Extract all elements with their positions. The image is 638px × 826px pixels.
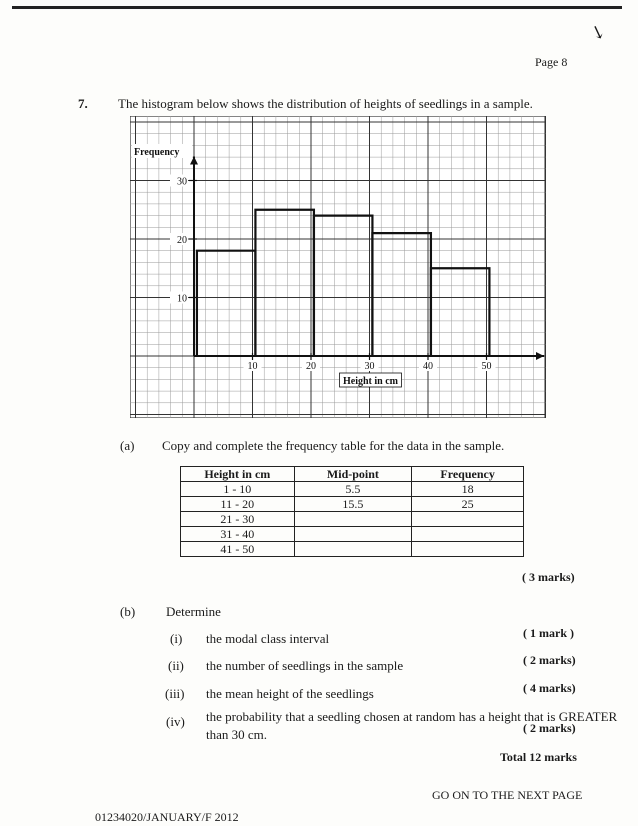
corner-mark: ↘	[587, 20, 609, 45]
cell-midpoint	[294, 512, 412, 527]
item-marks: ( 4 marks)	[523, 681, 576, 695]
cell-height: 31 - 40	[181, 527, 295, 542]
item-number: (iv)	[166, 714, 185, 729]
part-a-marks: ( 3 marks)	[522, 570, 575, 584]
y-tick-label: 20	[177, 235, 187, 246]
header-frequency: Frequency	[412, 467, 524, 482]
table-row	[181, 512, 524, 527]
y-tick-label: 10	[177, 293, 187, 305]
total-marks: Total 12 marks	[500, 750, 577, 764]
cell-frequency	[412, 527, 524, 542]
question-number: 7.	[78, 96, 88, 111]
cell-midpoint: 15.5	[294, 497, 412, 512]
cell-height: 11 - 20	[181, 497, 295, 512]
item-text-continued: than 30 cm.	[206, 727, 268, 742]
item-number: (i)	[170, 631, 183, 646]
cell-frequency	[412, 542, 524, 557]
cell-midpoint	[294, 527, 412, 542]
x-tick-label: 50	[481, 361, 492, 372]
cell-midpoint: 5.5	[294, 482, 412, 497]
table-row	[181, 527, 524, 542]
part-a-text: Copy and complete the frequency table for the data in the sample.	[162, 438, 505, 453]
part-b-label: (b)	[120, 604, 136, 619]
item-number: (iii)	[165, 686, 185, 701]
cell-height: 1 - 10	[181, 482, 295, 497]
item-marks: ( 1 mark )	[523, 626, 574, 640]
header-midpoint: Mid-point	[294, 467, 412, 482]
x-tick-label: 40	[423, 361, 433, 372]
top-rule	[12, 6, 622, 9]
table-row	[181, 497, 524, 512]
frequency-table	[180, 466, 524, 557]
item-text: the modal class interval	[206, 631, 330, 646]
item-text: the number of seedlings in the sample	[206, 658, 404, 673]
x-axis-title: Height in cm	[343, 376, 398, 387]
cell-frequency: 18	[412, 482, 524, 497]
item-number: (ii)	[168, 658, 184, 673]
histogram-chart	[130, 116, 546, 418]
item-marks: ( 2 marks)	[523, 721, 576, 735]
y-axis-title: Frequency	[134, 147, 180, 158]
x-tick-label: 10	[247, 361, 258, 372]
table-row	[181, 482, 524, 497]
item-marks: ( 2 marks)	[523, 653, 576, 667]
table-header-row	[181, 467, 524, 482]
question-stem: The histogram below shows the distribution of heights of seedlings in a sample.	[118, 96, 533, 111]
y-tick-label: 30	[177, 176, 187, 188]
cell-midpoint	[294, 542, 412, 557]
cell-height: 41 - 50	[181, 542, 295, 557]
item-text: the probability that a seedling chosen at random has a height that is GREATER	[206, 709, 618, 724]
page-number: Page 8	[535, 55, 568, 69]
item-text: the mean height of the seedlings	[206, 686, 374, 701]
footer-code: 01234020/JANUARY/F 2012	[95, 810, 239, 824]
part-b-intro: Determine	[166, 604, 221, 619]
x-tick-label: 20	[306, 361, 316, 372]
footer-next-page: GO ON TO THE NEXT PAGE	[432, 788, 583, 802]
cell-frequency	[412, 512, 524, 527]
part-a-label: (a)	[120, 438, 135, 453]
header-height: Height in cm	[181, 467, 295, 482]
cell-frequency: 25	[412, 497, 524, 512]
cell-height: 21 - 30	[181, 512, 295, 527]
x-tick-label: 30	[364, 361, 375, 372]
table-row	[181, 542, 524, 557]
